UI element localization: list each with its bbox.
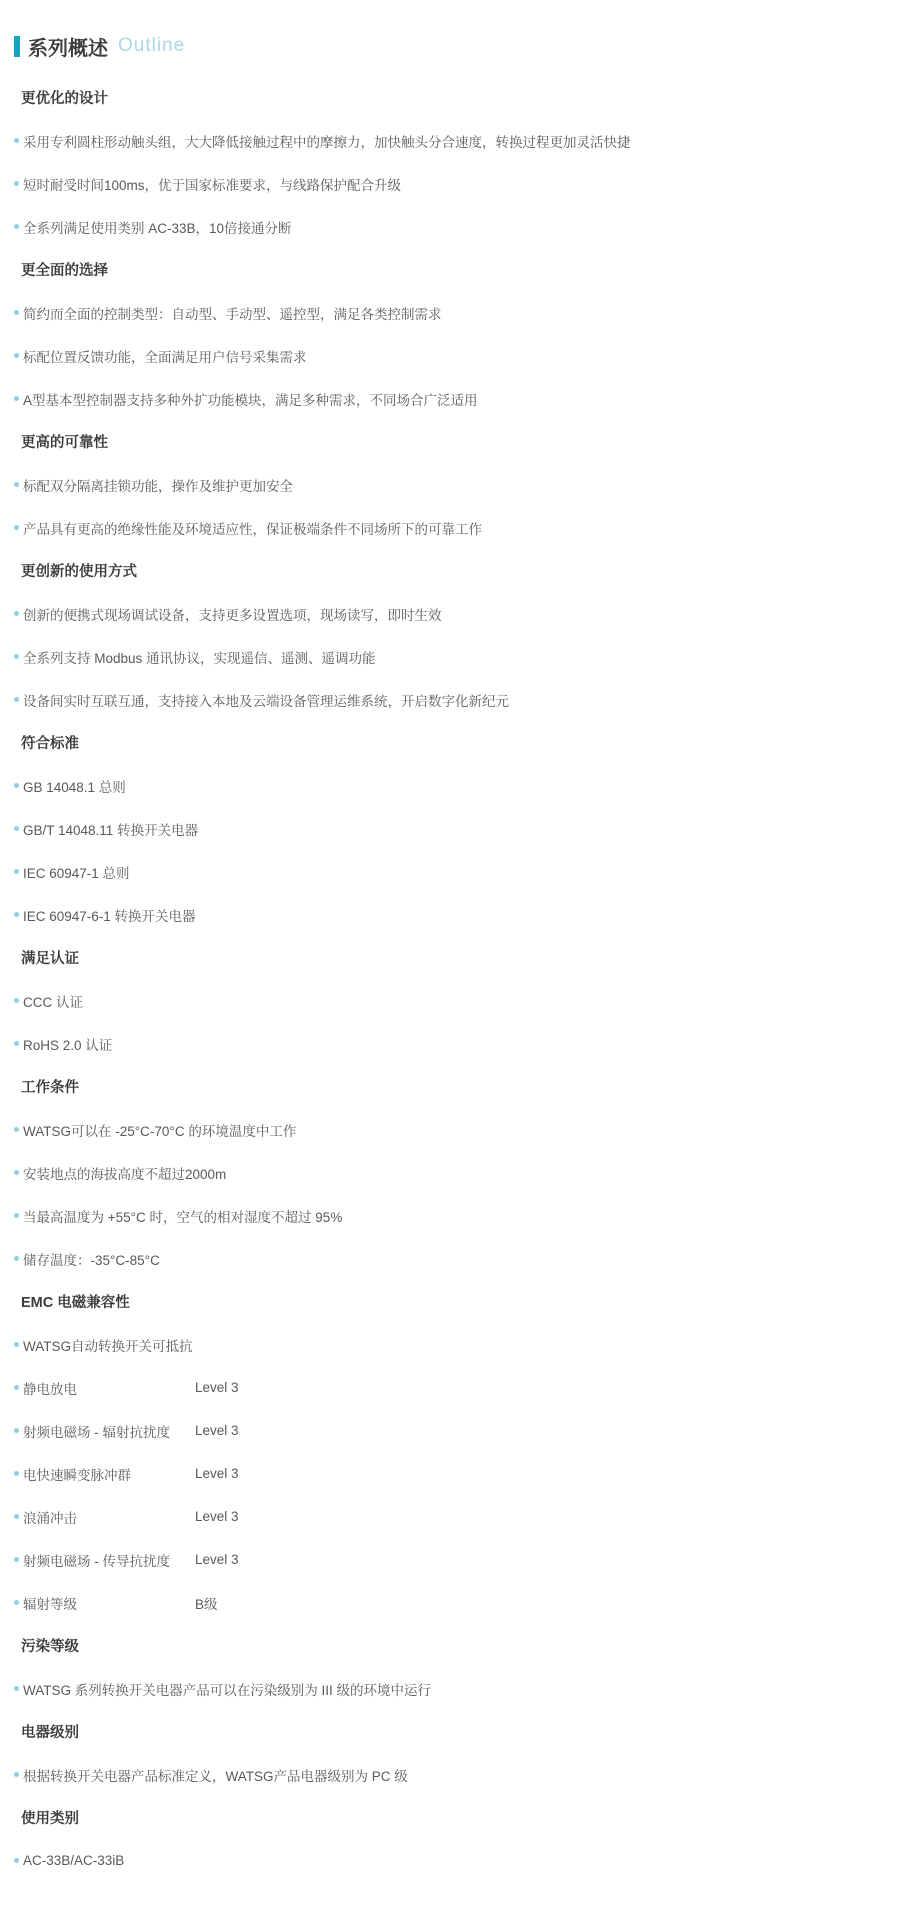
- item-text: 设备间实时互联互通，支持接入本地及云端设备管理运维系统，开启数字化新纪元: [23, 693, 509, 709]
- item-text: WATSG自动转换开关可抵抗: [23, 1338, 193, 1354]
- item-value: Level 3: [195, 1552, 239, 1567]
- title-accent-bar-icon: [14, 36, 20, 57]
- section-heading: 使用类别: [21, 1811, 79, 1827]
- item-text: IEC 60947-6-1 转换开关电器: [23, 908, 196, 924]
- bullet-icon: [14, 181, 19, 186]
- section-heading: 更高的可靠性: [21, 435, 108, 451]
- list-item: [0, 764, 900, 807]
- list-item: [0, 334, 900, 377]
- bullet-icon: [14, 1342, 19, 1347]
- list-item: [0, 1667, 900, 1710]
- page-title-zh: 系列概述: [28, 37, 108, 60]
- bullet-icon: [14, 1600, 19, 1605]
- bullet-icon: [14, 353, 19, 358]
- bullet-icon: [14, 1041, 19, 1046]
- bullet-icon: [14, 1514, 19, 1519]
- bullet-icon: [14, 826, 19, 831]
- list-item: [0, 678, 900, 721]
- item-text: 采用专利圆柱形动触头组，大大降低接触过程中的摩擦力，加快触头分合速度，转换过程更加灵活快捷: [23, 134, 631, 150]
- list-item: [0, 1839, 900, 1882]
- item-value: Level 3: [195, 1466, 239, 1481]
- list-item: [0, 1022, 900, 1065]
- list-item: [0, 1194, 900, 1237]
- bullet-icon: [14, 697, 19, 702]
- bullet-icon: [14, 224, 19, 229]
- bullet-icon: [14, 396, 19, 401]
- item-text: 浪涌冲击: [23, 1510, 77, 1526]
- item-text: 简约而全面的控制类型：自动型、手动型、遥控型，满足各类控制需求: [23, 306, 442, 322]
- item-text: 产品具有更高的绝缘性能及环境适应性，保证极端条件不同场所下的可靠工作: [23, 521, 482, 537]
- item-text: 电快速瞬变脉冲群: [23, 1467, 131, 1483]
- item-text: A型基本型控制器支持多种外扩功能模块，满足多种需求，不同场合广泛适用: [23, 392, 478, 408]
- bullet-icon: [14, 1385, 19, 1390]
- list-item: [0, 162, 900, 205]
- list-item: [0, 1538, 900, 1581]
- bullet-icon: [14, 1471, 19, 1476]
- section-heading: 工作条件: [21, 1080, 79, 1096]
- section-heading: 更全面的选择: [21, 263, 108, 279]
- item-text: 安装地点的海拔高度不超过2000m: [23, 1166, 227, 1182]
- section-heading: 电器级别: [21, 1725, 79, 1741]
- item-value: Level 3: [195, 1380, 239, 1395]
- bullet-icon: [14, 138, 19, 143]
- list-item: [0, 205, 900, 248]
- bullet-icon: [14, 1686, 19, 1691]
- item-text: 短时耐受时间100ms，优于国家标准要求，与线路保护配合升级: [23, 177, 402, 193]
- item-value: Level 3: [195, 1423, 239, 1438]
- bullet-icon: [14, 998, 19, 1003]
- bullet-icon: [14, 1858, 19, 1863]
- list-item: [0, 1237, 900, 1280]
- item-text: GB/T 14048.11 转换开关电器: [23, 822, 199, 838]
- item-text: RoHS 2.0 认证: [23, 1037, 113, 1053]
- list-item: [0, 1151, 900, 1194]
- list-item: [0, 506, 900, 549]
- list-item: [0, 1323, 900, 1366]
- list-item: [0, 635, 900, 678]
- item-text: GB 14048.1 总则: [23, 779, 126, 795]
- bullet-icon: [14, 1557, 19, 1562]
- section-heading: 更创新的使用方式: [21, 564, 137, 580]
- item-text: 标配位置反馈功能，全面满足用户信号采集需求: [23, 349, 307, 365]
- list-item: [0, 1108, 900, 1151]
- list-item: [0, 1753, 900, 1796]
- list-item: [0, 463, 900, 506]
- list-item: [0, 850, 900, 893]
- list-item: [0, 291, 900, 334]
- bullet-icon: [14, 654, 19, 659]
- list-item: [0, 119, 900, 162]
- bullet-icon: [14, 783, 19, 788]
- bullet-icon: [14, 525, 19, 530]
- list-item: [0, 377, 900, 420]
- item-text: 创新的便携式现场调试设备，支持更多设置选项，现场读写，即时生效: [23, 607, 442, 623]
- item-text: WATSG可以在 -25°C-70°C 的环境温度中工作: [23, 1123, 297, 1139]
- section-heading: 满足认证: [21, 951, 79, 967]
- list-item: [0, 807, 900, 850]
- item-text: 静电放电: [23, 1381, 77, 1397]
- bullet-icon: [14, 611, 19, 616]
- item-text: 全系列满足使用类别 AC-33B，10倍接通分断: [23, 220, 292, 236]
- item-text: 根据转换开关电器产品标准定义，WATSG产品电器级别为 PC 级: [23, 1768, 408, 1784]
- bullet-icon: [14, 1127, 19, 1132]
- list-item: [0, 979, 900, 1022]
- item-text: 辐射等级: [23, 1596, 77, 1612]
- item-value: B级: [195, 1596, 218, 1612]
- bullet-icon: [14, 1428, 19, 1433]
- item-text: 当最高温度为 +55°C 时，空气的相对湿度不超过 95%: [23, 1209, 343, 1225]
- page-title-en: Outline: [118, 35, 186, 56]
- bullet-icon: [14, 1170, 19, 1175]
- section-heading: 更优化的设计: [21, 91, 108, 107]
- item-text: AC-33B/AC-33iB: [23, 1853, 125, 1868]
- list-item: [0, 1366, 900, 1409]
- item-text: 射频电磁场 - 辐射抗扰度: [23, 1424, 170, 1440]
- item-text: IEC 60947-1 总则: [23, 865, 130, 881]
- bullet-icon: [14, 1772, 19, 1777]
- item-text: WATSG 系列转换开关电器产品可以在污染级别为 III 级的环境中运行: [23, 1682, 431, 1698]
- section-heading: 污染等级: [21, 1639, 79, 1655]
- item-text: 射频电磁场 - 传导抗扰度: [23, 1553, 170, 1569]
- page-title: [14, 0, 900, 59]
- item-value: Level 3: [195, 1509, 239, 1524]
- item-text: 标配双分隔离挂锁功能，操作及维护更加安全: [23, 478, 293, 494]
- list-item: [0, 893, 900, 936]
- list-item: [0, 592, 900, 635]
- bullet-icon: [14, 869, 19, 874]
- bullet-icon: [14, 1256, 19, 1261]
- bullet-icon: [14, 310, 19, 315]
- list-item: [0, 1409, 900, 1452]
- bullet-icon: [14, 482, 19, 487]
- bullet-icon: [14, 912, 19, 917]
- list-item: [0, 1452, 900, 1495]
- list-item: [0, 1581, 900, 1624]
- item-text: 全系列支持 Modbus 通讯协议，实现遥信、遥测、遥调功能: [23, 650, 376, 666]
- section-heading: EMC 电磁兼容性: [21, 1295, 130, 1311]
- item-text: 储存温度：-35°C-85°C: [23, 1252, 160, 1268]
- sections: [0, 76, 900, 1882]
- list-item: [0, 1495, 900, 1538]
- section-heading: 符合标准: [21, 736, 79, 752]
- bullet-icon: [14, 1213, 19, 1218]
- item-text: CCC 认证: [23, 994, 83, 1010]
